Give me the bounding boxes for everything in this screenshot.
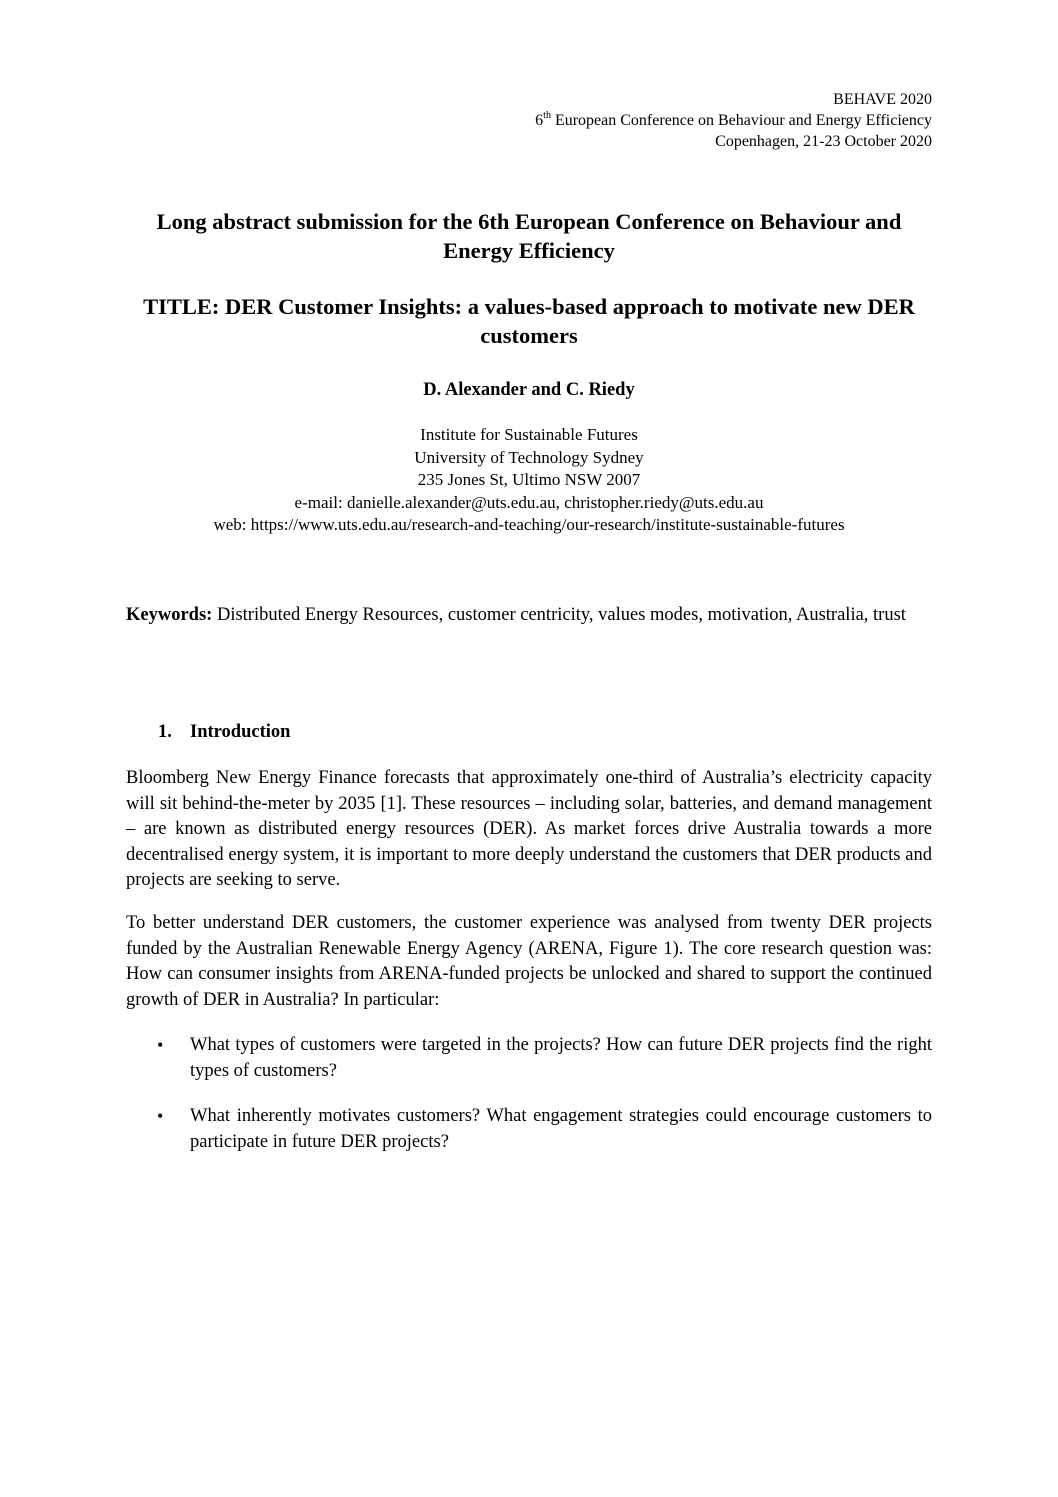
affiliation-web: web: https://www.uts.edu.au/research-and-teaching/our-research/institute-sustainable-futures — [213, 515, 845, 534]
paper-title: TITLE: DER Customer Insights: a values-based approach to motivate new DER customers — [143, 294, 915, 348]
keywords-label: Keywords: — [126, 605, 213, 625]
paragraph-2: To better understand DER customers, the customer experience was analysed from twenty DER projects funded by the Australian Renewable Energy Agency (ARENA, Figure 1). The core research question was: How can consumer insights from ARENA-funded projects be unlocked and shared to support the continued growth of DER in Australia? In particular: — [126, 913, 932, 1010]
conference-header — [535, 89, 932, 152]
section-title: Introduction — [190, 722, 291, 742]
keywords-text: Distributed Energy Resources, customer centricity, values modes, motivation, Australia, trust — [212, 605, 906, 625]
bullet-item-2 — [157, 1104, 932, 1155]
affiliation-block — [126, 424, 932, 537]
affiliation-address: 235 Jones St, Ultimo NSW 2007 — [417, 470, 641, 489]
affiliation-institute: Institute for Sustainable Futures — [420, 425, 638, 444]
section-number: 1. — [158, 722, 172, 742]
header-ordinal-suffix: th — [543, 109, 551, 121]
bullet-text-2: What inherently motivates customers? What engagement strategies could encourage customers to participate in future DER projects? — [190, 1106, 932, 1152]
bullet-icon: • — [157, 1106, 164, 1126]
submission-title: Long abstract submission for the 6th European Conference on Behaviour and Energy Efficiency — [156, 209, 902, 263]
header-line-3: Copenhagen, 21-23 October 2020 — [715, 133, 932, 150]
header-line-1: BEHAVE 2020 — [833, 91, 932, 108]
keywords — [126, 603, 932, 628]
header-ordinal-number: 6 — [535, 112, 544, 129]
section-heading — [158, 720, 290, 745]
header-line-2 — [535, 110, 932, 131]
affiliation-email: e-mail: danielle.alexander@uts.edu.au, christopher.riedy@uts.edu.au — [294, 492, 764, 512]
affiliation-university: University of Technology Sydney — [414, 447, 644, 467]
bullet-icon: • — [157, 1035, 164, 1055]
authors: D. Alexander and C. Riedy — [423, 380, 635, 400]
bullet-item-1 — [157, 1033, 932, 1084]
paragraph-1: Bloomberg New Energy Finance forecasts that approximately one-third of Australia’s electricity capacity will sit behind-the-meter by 2035 [1]. These resources – including solar, batteries, and demand management – are known as distributed energy resources (DER). As market forces drive Australia towards a more decentralised energy system, it is important to more deeply understand the customers that DER products and projects are seeking to serve. — [126, 768, 932, 890]
bullet-text-1: What types of customers were targeted in the projects? How can future DER projects find the right types of customers? — [190, 1035, 932, 1081]
header-conference-name: European Conference on Behaviour and Energy Efficiency — [550, 112, 932, 129]
